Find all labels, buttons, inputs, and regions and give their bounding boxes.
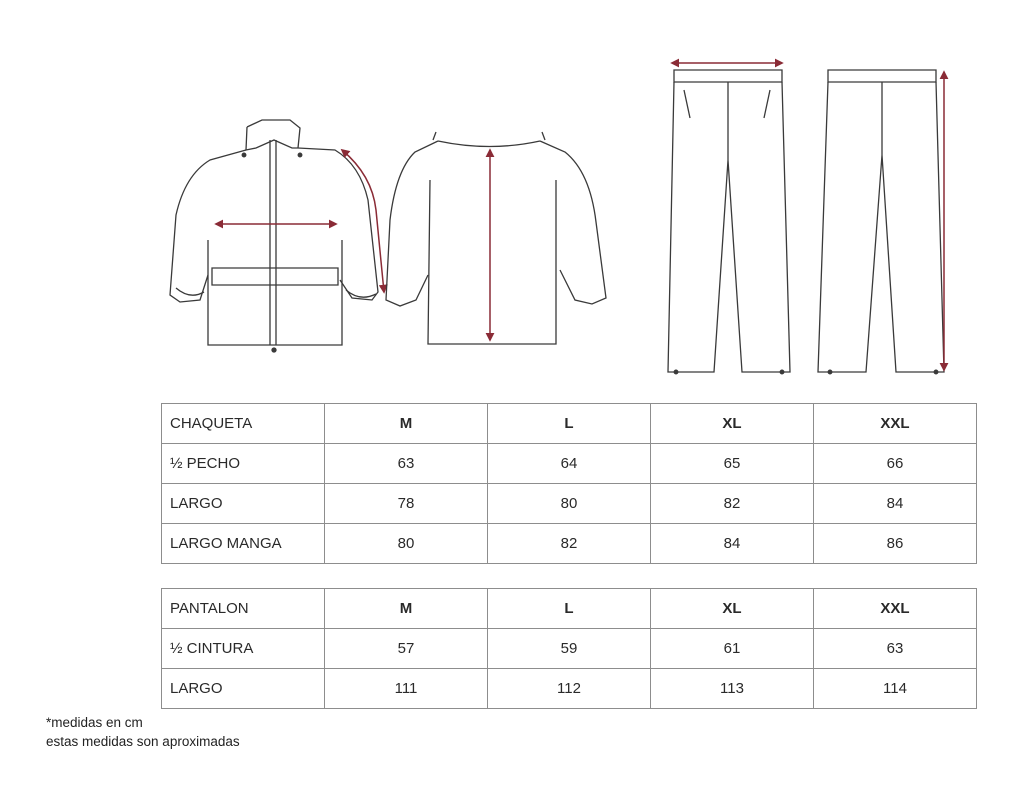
table-cell: 113 bbox=[651, 669, 814, 709]
table-header-cell: M bbox=[325, 404, 488, 444]
table-cell: 114 bbox=[814, 669, 977, 709]
table-header-cell: XXL bbox=[814, 404, 977, 444]
jacket-size-table bbox=[161, 403, 977, 564]
table-cell: 64 bbox=[488, 444, 651, 484]
row-label: ½ CINTURA bbox=[162, 629, 325, 669]
table-cell: 78 bbox=[325, 484, 488, 524]
approximation-note: estas medidas son aproximadas bbox=[46, 734, 240, 749]
units-note: *medidas en cm bbox=[46, 715, 143, 730]
table-row bbox=[162, 524, 977, 564]
table-cell: 66 bbox=[814, 444, 977, 484]
table-header-cell: XXL bbox=[814, 589, 977, 629]
table-cell: 57 bbox=[325, 629, 488, 669]
pants-front-drawing bbox=[668, 70, 790, 374]
jacket-back-drawing bbox=[386, 132, 606, 344]
row-label: ½ PECHO bbox=[162, 444, 325, 484]
table-header-cell: XL bbox=[651, 589, 814, 629]
table-cell: 59 bbox=[488, 629, 651, 669]
jacket-front-measure-arrows bbox=[216, 150, 384, 292]
row-label: LARGO bbox=[162, 484, 325, 524]
table-cell: 61 bbox=[651, 629, 814, 669]
garment-diagrams bbox=[0, 0, 1024, 390]
table-header-row bbox=[162, 589, 977, 629]
table-header-cell: PANTALON bbox=[162, 589, 325, 629]
table-header-cell: XL bbox=[651, 404, 814, 444]
table-row bbox=[162, 444, 977, 484]
table-header-cell: M bbox=[325, 589, 488, 629]
table-cell: 112 bbox=[488, 669, 651, 709]
table-cell: 63 bbox=[814, 629, 977, 669]
pants-back-drawing bbox=[818, 70, 944, 374]
table-cell: 111 bbox=[325, 669, 488, 709]
table-row bbox=[162, 484, 977, 524]
table-row bbox=[162, 669, 977, 709]
table-cell: 80 bbox=[325, 524, 488, 564]
table-cell: 82 bbox=[651, 484, 814, 524]
row-label: LARGO MANGA bbox=[162, 524, 325, 564]
table-cell: 84 bbox=[814, 484, 977, 524]
table-cell: 82 bbox=[488, 524, 651, 564]
table-header-cell: L bbox=[488, 404, 651, 444]
pants-size-table bbox=[161, 588, 977, 709]
table-header-cell: CHAQUETA bbox=[162, 404, 325, 444]
table-row bbox=[162, 629, 977, 669]
table-cell: 63 bbox=[325, 444, 488, 484]
table-header-row bbox=[162, 404, 977, 444]
row-label: LARGO bbox=[162, 669, 325, 709]
table-cell: 84 bbox=[651, 524, 814, 564]
table-cell: 80 bbox=[488, 484, 651, 524]
table-header-cell: L bbox=[488, 589, 651, 629]
table-cell: 65 bbox=[651, 444, 814, 484]
table-cell: 86 bbox=[814, 524, 977, 564]
